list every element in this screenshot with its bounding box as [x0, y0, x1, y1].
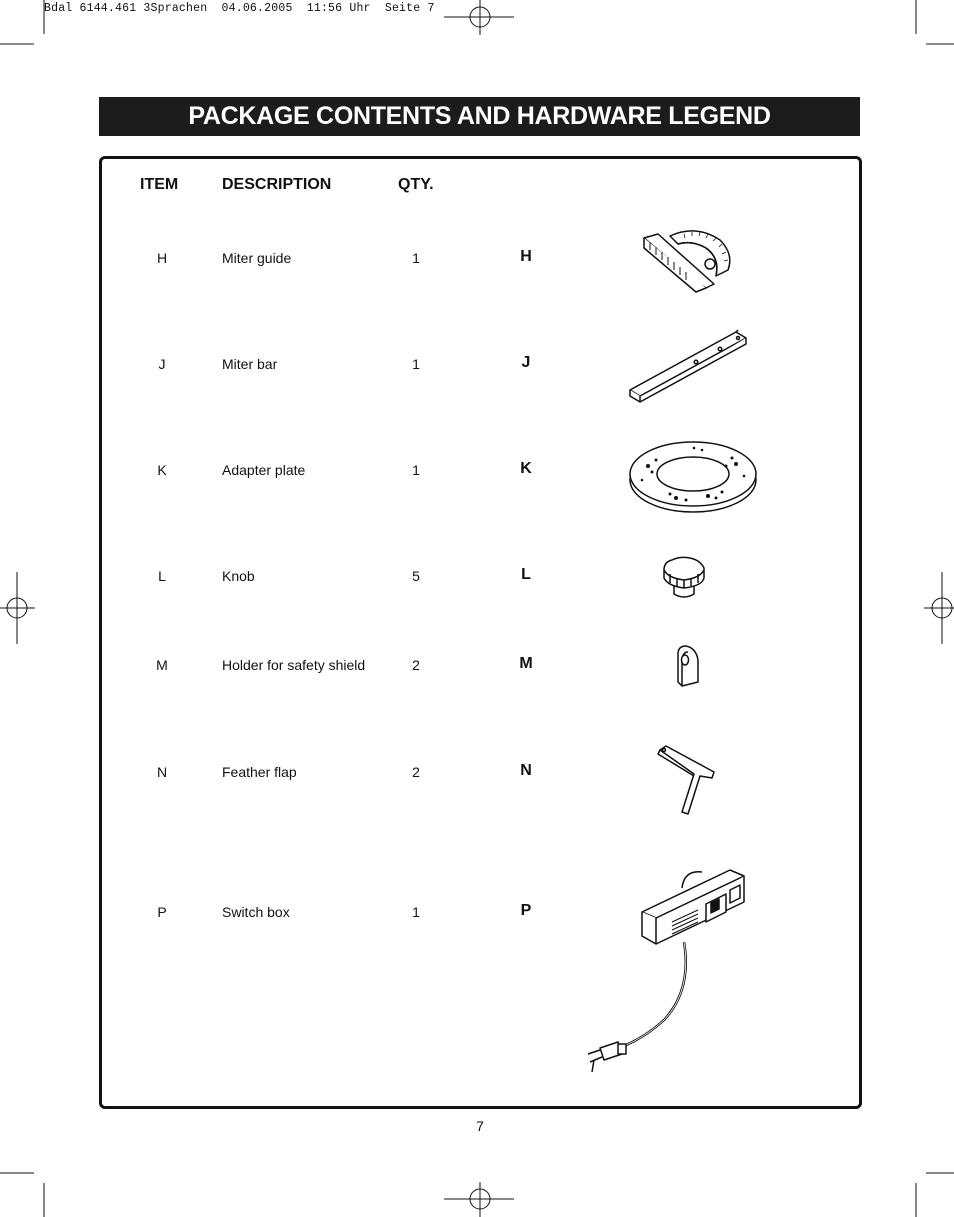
- row-qty: 1: [412, 356, 420, 372]
- row-qty: 2: [412, 657, 420, 673]
- header-item: ITEM: [140, 176, 179, 193]
- adapter-plate-icon: [626, 436, 760, 516]
- row-item: N: [156, 764, 168, 780]
- row-letter: H: [520, 248, 532, 265]
- page-title: PACKAGE CONTENTS AND HARDWARE LEGEND: [99, 97, 860, 136]
- row-item: L: [158, 568, 166, 584]
- row-description: Miter guide: [222, 250, 292, 266]
- row-letter: P: [520, 902, 532, 919]
- row-description: Adapter plate: [222, 462, 306, 478]
- row-description: Switch box: [222, 904, 290, 920]
- miter-bar-icon: [626, 328, 750, 404]
- row-item: M: [156, 657, 168, 673]
- row-qty: 1: [412, 462, 420, 478]
- print-slug: Bdal 6144.461 3Sprachen 04.06.2005 11:56 Uhr Seite 7: [44, 2, 435, 15]
- row-letter: J: [521, 354, 531, 371]
- header-description: DESCRIPTION: [222, 176, 332, 193]
- row-item: H: [156, 250, 168, 266]
- row-description: Knob: [222, 568, 255, 584]
- row-item: P: [157, 904, 167, 920]
- row-letter: N: [520, 762, 532, 779]
- row-letter: M: [519, 655, 533, 672]
- row-letter: L: [521, 566, 531, 583]
- row-letter: K: [520, 460, 532, 477]
- row-description: Holder for safety shield: [222, 657, 366, 673]
- row-item: K: [157, 462, 167, 478]
- switch-box-icon: [580, 860, 750, 1080]
- miter-guide-icon: [636, 224, 736, 294]
- knob-icon: [660, 556, 708, 602]
- row-item: J: [158, 356, 166, 372]
- page-number: 7: [476, 1118, 484, 1134]
- row-qty: 1: [412, 904, 420, 920]
- row-description: Miter bar: [222, 356, 278, 372]
- row-description: Feather flap: [222, 764, 297, 780]
- row-qty: 1: [412, 250, 420, 266]
- holder-icon: [672, 644, 702, 690]
- row-qty: 5: [412, 568, 420, 584]
- header-qty: QTY.: [398, 176, 434, 193]
- feather-flap-icon: [654, 744, 718, 816]
- row-qty: 2: [412, 764, 420, 780]
